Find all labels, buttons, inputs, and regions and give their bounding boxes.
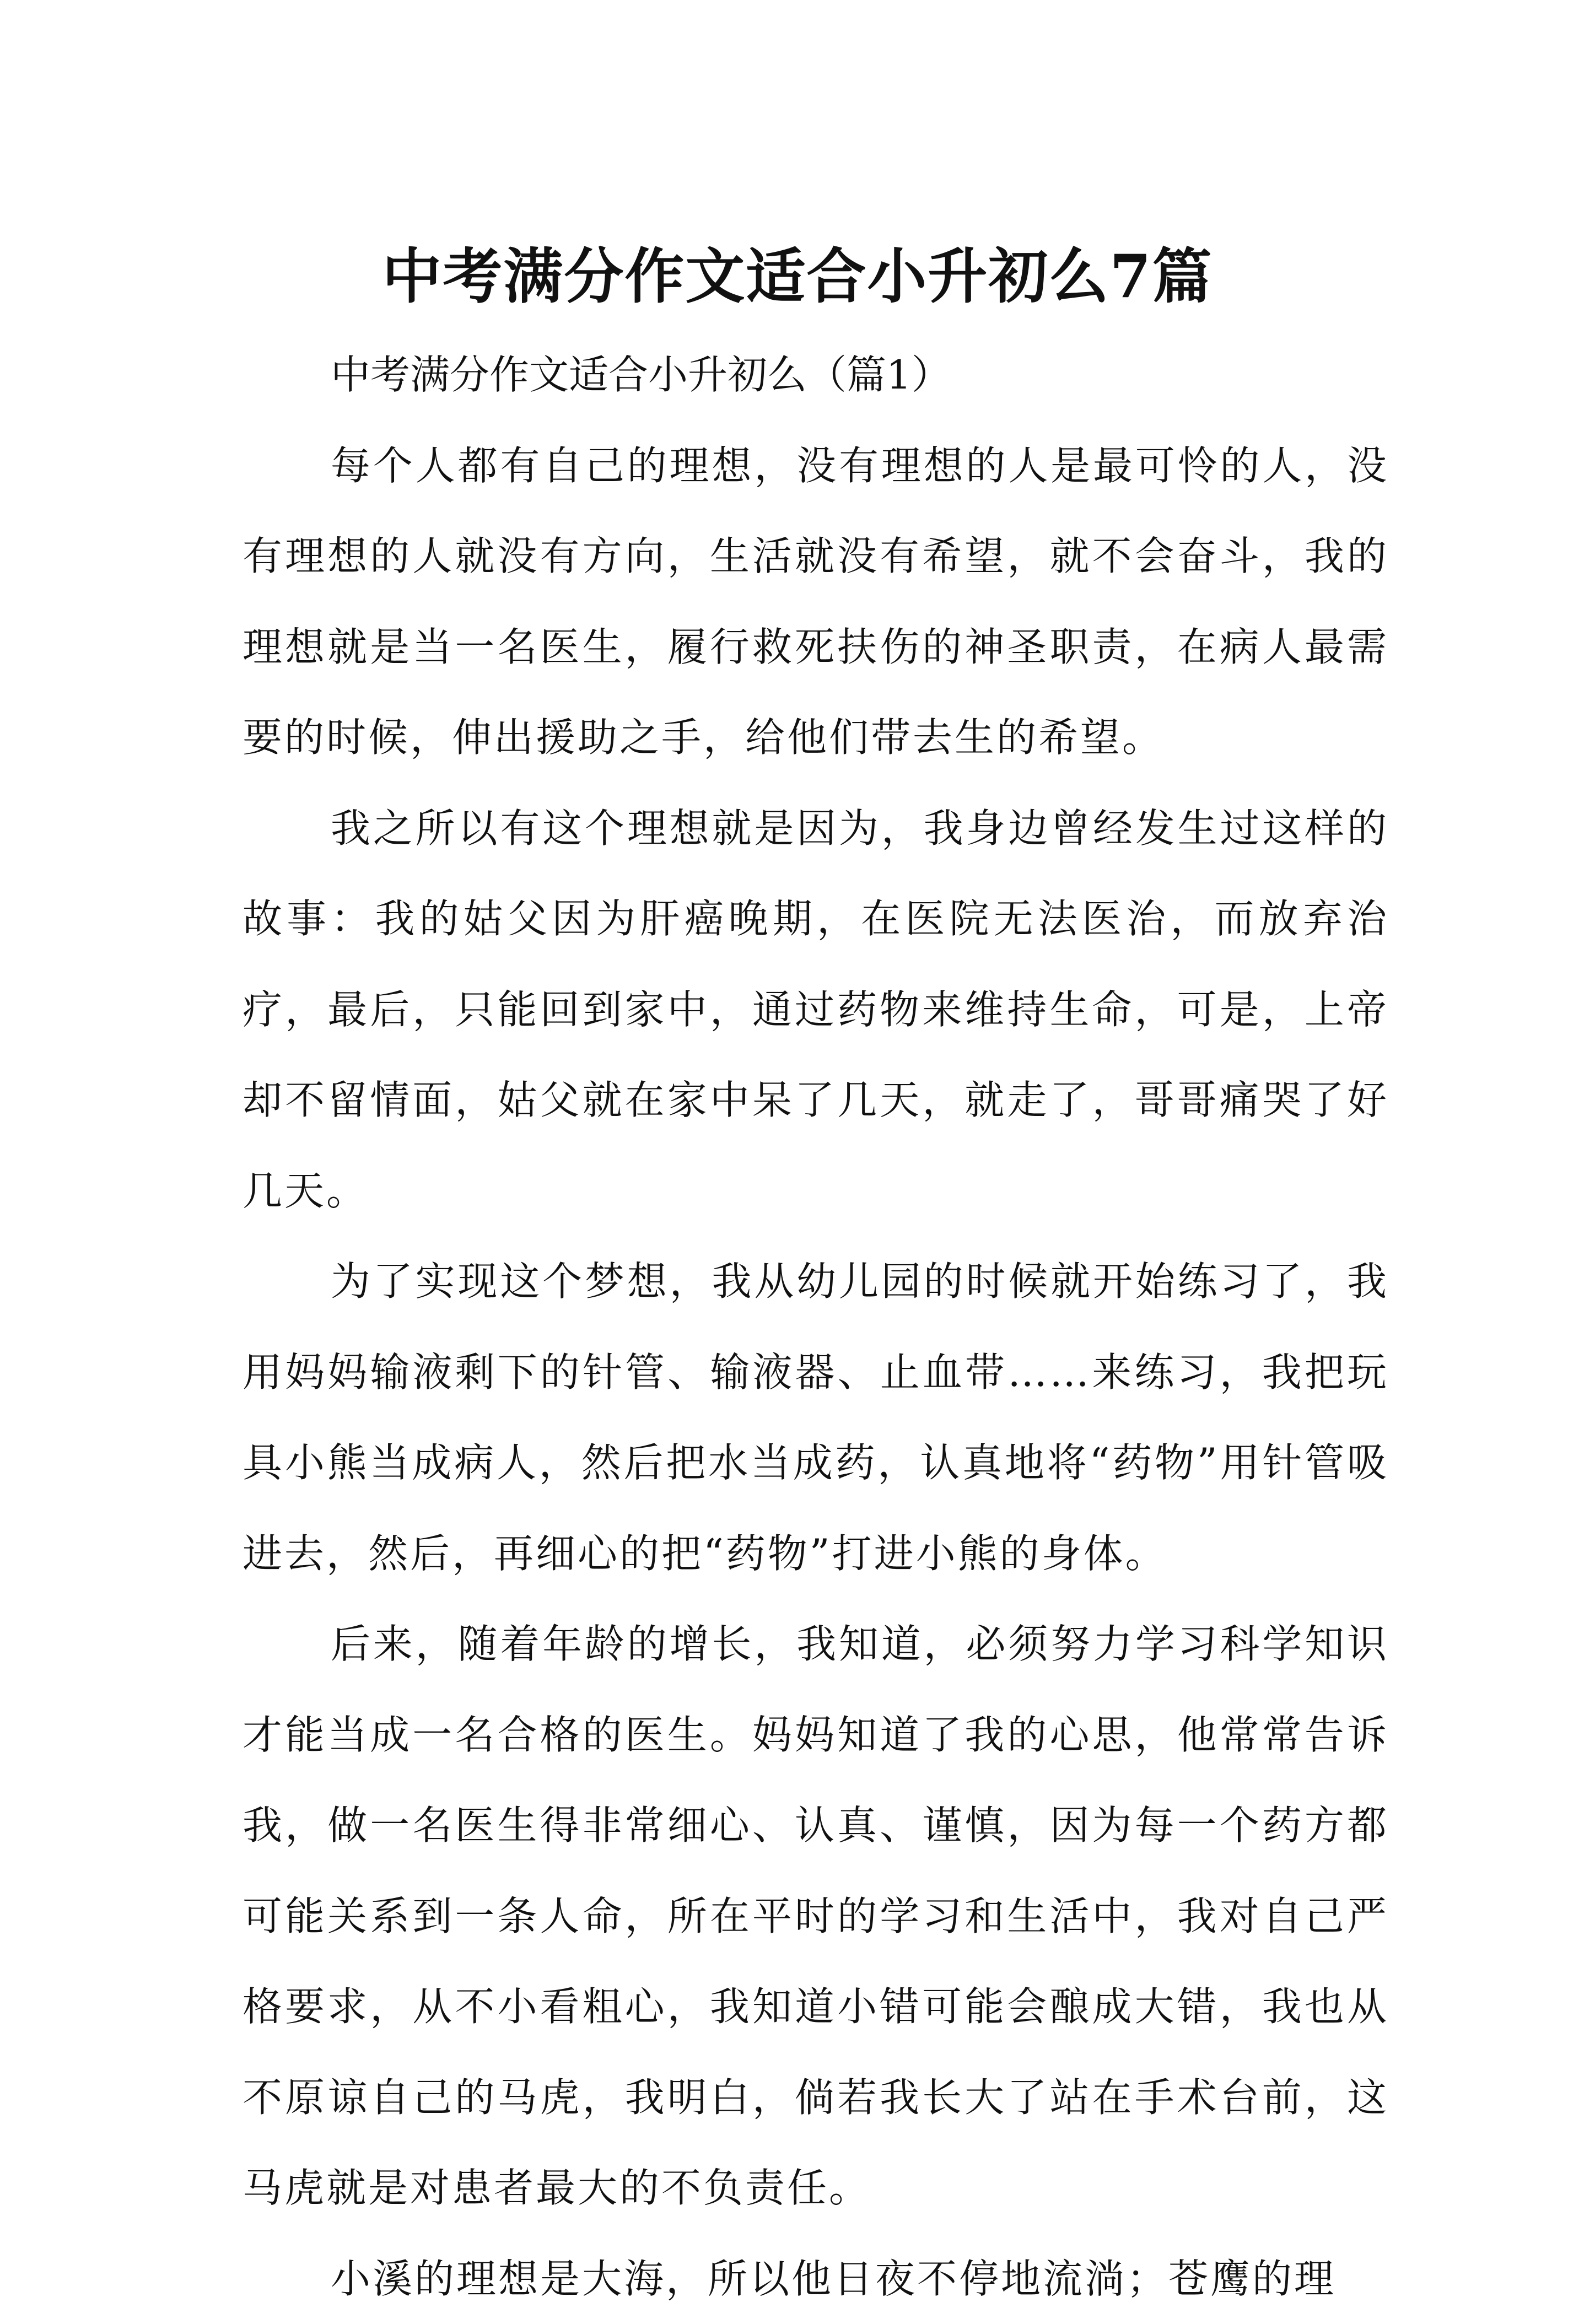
paragraph-2: 我之所以有这个理想就是因为，我身边曾经发生过这样的故事：我的姑父因为肝癌晚期，在医院无法医治，而放弃治疗，最后，只能回到家中，通过药物来维持生命，可是，上帝却不留情面，姑父就在家中呆了几天，就走了，哥哥痛哭了好几天。 — [243, 783, 1389, 1237]
section-heading: 中考满分作文适合小升初么（篇1） — [243, 330, 1389, 420]
paragraph-5: 小溪的理想是大海，所以他日夜不停地流淌；苍鹰的理 — [243, 2234, 1389, 2324]
document-body — [243, 330, 1389, 2324]
paragraph-1: 每个人都有自己的理想，没有理想的人是最可怜的人，没有理想的人就没有方向，生活就没有希望，就不会奋斗，我的理想就是当一名医生，履行救死扶伤的神圣职责，在病人最需要的时候，伸出援助之手，给他们带去生的希望。 — [243, 420, 1389, 783]
paragraph-3: 为了实现这个梦想，我从幼儿园的时候就开始练习了，我用妈妈输液剩下的针管、输液器、止血带……来练习，我把玩具小熊当成病人，然后把水当成药，认真地将“药物”用针管吸进去，然后，再细心的把“药物”打进小熊的身体。 — [243, 1236, 1389, 1599]
document-title: 中考满分作文适合小升初么7篇 — [0, 235, 1595, 318]
paragraph-4: 后来，随着年龄的增长，我知道，必须努力学习科学知识才能当成一名合格的医生。妈妈知道了我的心思，他常常告诉我，做一名医生得非常细心、认真、谨慎，因为每一个药方都可能关系到一条人命，所在平时的学习和生活中，我对自己严格要求，从不小看粗心，我知道小错可能会酿成大错，我也从不原谅自己的马虎，我明白，倘若我长大了站在手术台前，这马虎就是对患者最大的不负责任。 — [243, 1599, 1389, 2234]
